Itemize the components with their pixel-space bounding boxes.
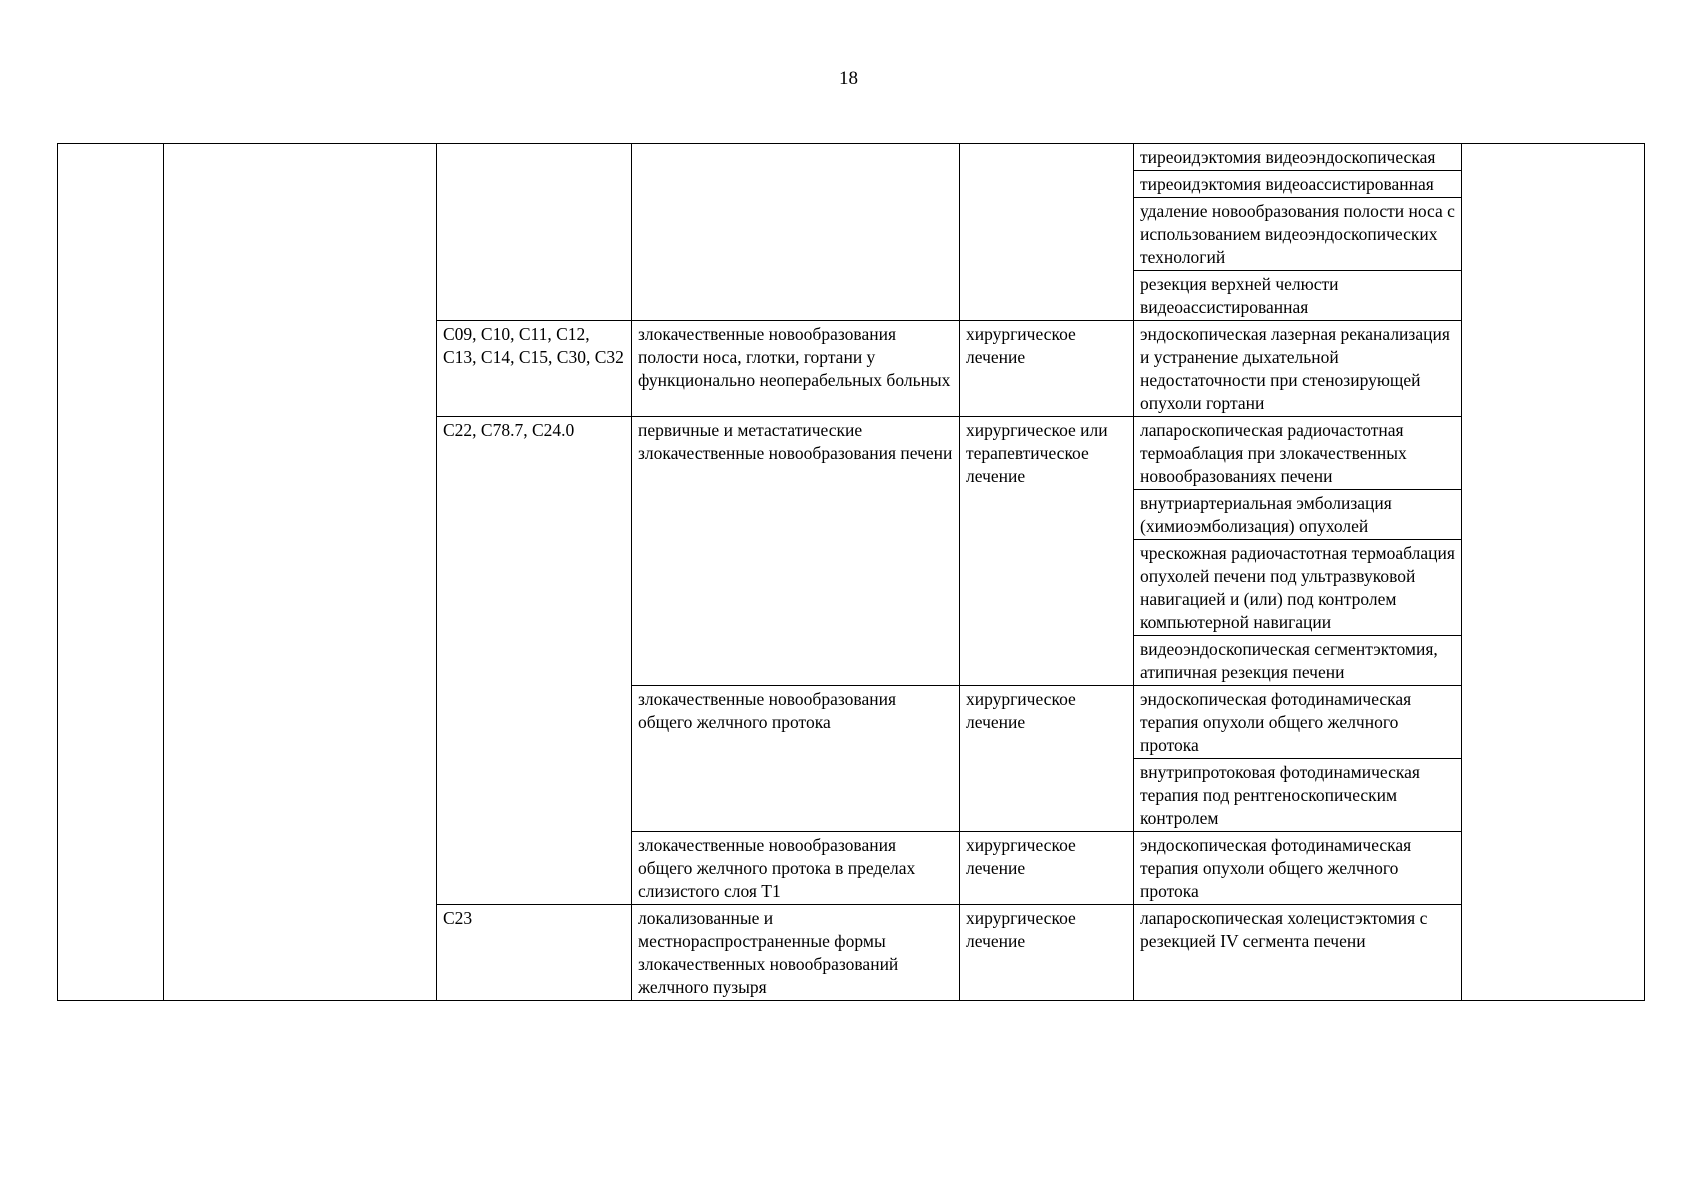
procedure-cell: эндоскопическая лазерная реканализация и устранение дыхательной недостаточности при стенозирующей опухоли гортани xyxy=(1134,321,1462,417)
diagnosis-cell: злокачественные новообразования общего желчного протока в пределах слизистого слоя T1 xyxy=(632,832,960,905)
procedure-cell: видеоэндоскопическая сегментэктомия, атипичная резекция печени xyxy=(1134,636,1462,686)
icd-code-cell: C09, C10, C11, C12, C13, C14, C15, C30, C32 xyxy=(437,321,632,417)
procedure-cell: резекция верхней челюсти видеоассистированная xyxy=(1134,271,1462,321)
procedure-cell: чрескожная радиочастотная термоаблация опухолей печени под ультразвуковой навигацией и (или) под контролем компьютерной навигации xyxy=(1134,540,1462,636)
diagnosis-cell: первичные и метастатические злокачественные новообразования печени xyxy=(632,417,960,686)
diagnosis-cell: злокачественные новообразования общего желчного протока xyxy=(632,686,960,832)
diagnosis-cell xyxy=(632,144,960,321)
procedure-cell: удаление новообразования полости носа с использованием видеоэндоскопических технологий xyxy=(1134,198,1462,271)
profile-cell xyxy=(164,144,437,1001)
icd-code-cell xyxy=(437,144,632,321)
procedure-cell: тиреоидэктомия видеоэндоскопическая xyxy=(1134,144,1462,171)
procedure-cell: внутриартериальная эмболизация (химиоэмболизация) опухолей xyxy=(1134,490,1462,540)
procedure-cell: лапароскопическая холецистэктомия с резекцией IV сегмента печени xyxy=(1134,905,1462,1001)
treatment-table xyxy=(57,143,1645,1001)
icd-code-cell: C22, C78.7, C24.0 xyxy=(437,417,632,905)
treatment-type-cell: хирургическое или терапевтическое лечение xyxy=(960,417,1134,686)
page-number: 18 xyxy=(839,68,858,89)
treatment-type-cell: хирургическое лечение xyxy=(960,686,1134,832)
diagnosis-cell: локализованные и местнораспространенные формы злокачественных новообразований желчного пузыря xyxy=(632,905,960,1001)
procedure-cell: тиреоидэктомия видеоассистированная xyxy=(1134,171,1462,198)
procedure-cell: эндоскопическая фотодинамическая терапия опухоли общего желчного протока xyxy=(1134,686,1462,759)
procedure-cell: лапароскопическая радиочастотная термоаблация при злокачественных новообразованиях печени xyxy=(1134,417,1462,490)
procedure-cell: эндоскопическая фотодинамическая терапия опухоли общего желчного протока xyxy=(1134,832,1462,905)
treatment-type-cell: хирургическое лечение xyxy=(960,321,1134,417)
norm-cell xyxy=(1462,144,1645,1001)
treatment-type-cell xyxy=(960,144,1134,321)
treatment-type-cell: хирургическое лечение xyxy=(960,832,1134,905)
procedure-cell: внутрипротоковая фотодинамическая терапия под рентгеноскопическим контролем xyxy=(1134,759,1462,832)
icd-code-cell: C23 xyxy=(437,905,632,1001)
table-row xyxy=(58,144,1645,171)
number-cell xyxy=(58,144,164,1001)
treatment-type-cell: хирургическое лечение xyxy=(960,905,1134,1001)
diagnosis-cell: злокачественные новообразования полости носа, глотки, гортани у функционально неоперабельных больных xyxy=(632,321,960,417)
